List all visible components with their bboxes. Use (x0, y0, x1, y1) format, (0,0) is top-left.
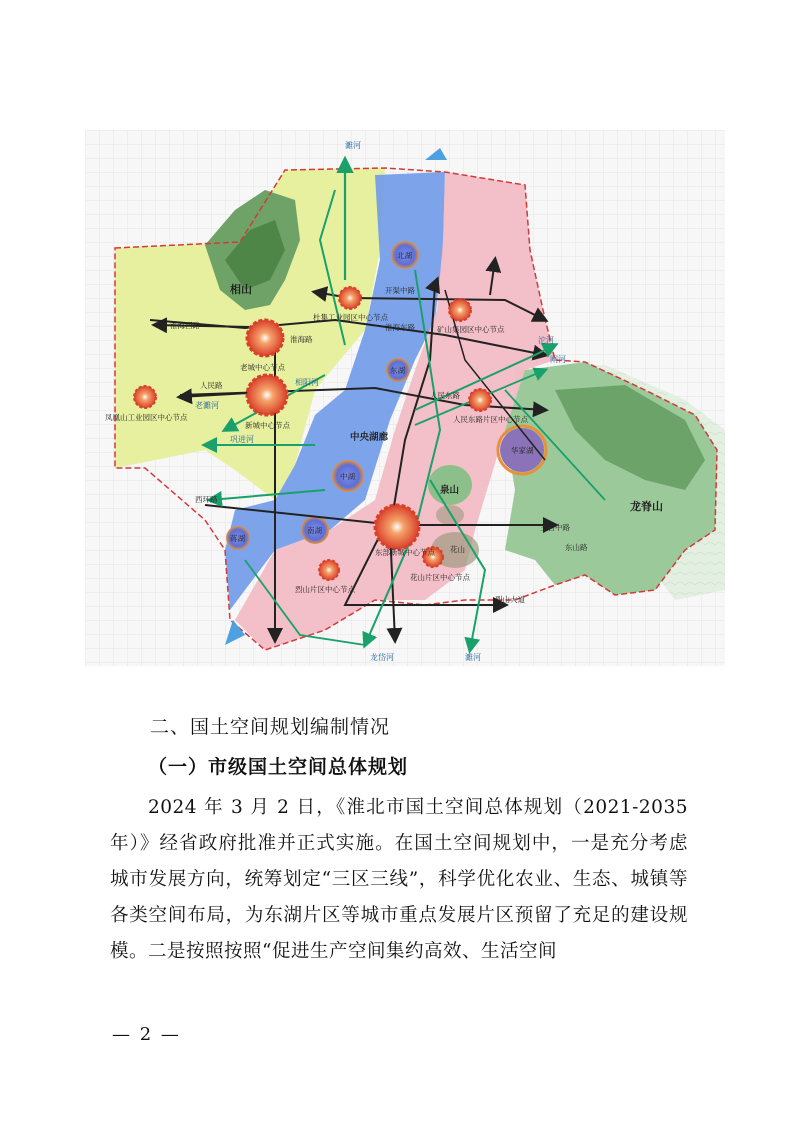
label-huajiahu: 华家湖 (511, 446, 534, 455)
label-lieshan-node: 烈山片区中心节点 (295, 585, 355, 594)
label-longdai-river: 龙岱河 (370, 653, 394, 662)
label-laoyan-river: 老濉河 (195, 401, 219, 410)
node-kuangshan (449, 299, 471, 321)
label-kaiyuan-road: 开渠中路 (385, 286, 415, 295)
label-kuangshan-node: 矿山集园区中心节点 (437, 325, 505, 334)
label-longjishan: 龙脊山 (630, 500, 663, 513)
node-dujifa (339, 287, 361, 309)
label-huaihai-road-mid: 淮海路 (290, 335, 313, 344)
planning-map (85, 130, 725, 666)
section-heading-2: 二、国土空间规划编制情况 (150, 716, 391, 738)
label-beihu: 北湖 (397, 251, 412, 260)
planning-map-svg (85, 130, 725, 666)
label-central-lake-corridor: 中央湖廊 (350, 432, 389, 443)
label-renmin-east-road: 人民东路 (430, 391, 460, 400)
zhushan-hill (436, 505, 464, 525)
node-lieshan (319, 560, 339, 580)
label-dongshan-road: 东山路 (565, 543, 588, 552)
page-number: — 2 — (112, 1024, 181, 1045)
section-heading-3: （一）市级国土空间总体规划 (148, 756, 409, 778)
label-wuhe-river: 闸河 (550, 355, 566, 364)
label-new-city-center: 新城中心节点 (245, 421, 290, 430)
node-fenghuangshan (134, 386, 156, 408)
label-zhonghu: 中湖 (340, 472, 355, 481)
label-xiangyang-river: 相阳河 (295, 378, 319, 387)
label-renmin-east-node: 人民东路片区中心节点 (453, 415, 528, 424)
label-huashan: 花山 (450, 545, 465, 554)
label-xiangshan: 相山 (230, 283, 252, 296)
label-huashan-node: 花山片区中心节点 (410, 573, 470, 582)
label-huaihai-road-e: 淮海东路 (385, 323, 415, 332)
label-dujifa-node: 杜集工业园区中心节点 (313, 313, 388, 322)
label-quanshan: 泉山 (440, 485, 460, 496)
label-xixi-road: 西环路 (195, 495, 218, 504)
node-old-city (247, 320, 283, 356)
label-renmin-road: 人民路 (200, 381, 223, 390)
label-lieshan-avenue: 烈山大道 (495, 595, 525, 604)
node-new-city (247, 375, 287, 415)
label-tuohe-river: 沱河 (538, 336, 554, 345)
label-fenghuangshan-node: 凤凰山工业园区中心节点 (105, 413, 188, 422)
label-suihe-river: 濉河 (465, 653, 481, 662)
body-paragraph: 2024 年 3 月 2 日，《淮北市国土空间总体规划（2021-2035 年）》经省政府批准并正式实施。在国土空间规划中，一是充分考虑城市发展方向，统筹划定“三区三线”，科学优化农业、生态、城镇等各类空间布局，为东湖片区等城市重点发展片区预留了充足的建设规模。二是按照按照“促进生产空间集约高效、生活空间 (110, 797, 688, 962)
label-suihe-river-top: 濉河 (345, 141, 361, 150)
label-donghu: 东湖 (390, 366, 405, 375)
node-renmin-east (469, 389, 491, 411)
label-gongjin-river: 巩进河 (230, 435, 254, 444)
label-huaihai-road: 淮海西路 (170, 321, 200, 330)
node-east-new-city (375, 505, 419, 549)
label-east-new-city-center: 东部新城中心节点 (375, 548, 435, 557)
label-sanhe-road: 三台中路 (540, 523, 570, 532)
label-nanhu: 南湖 (307, 526, 322, 535)
label-old-city-center: 老城中心节点 (240, 363, 285, 372)
label-jiangjiahu: 蒋湖 (230, 534, 245, 543)
